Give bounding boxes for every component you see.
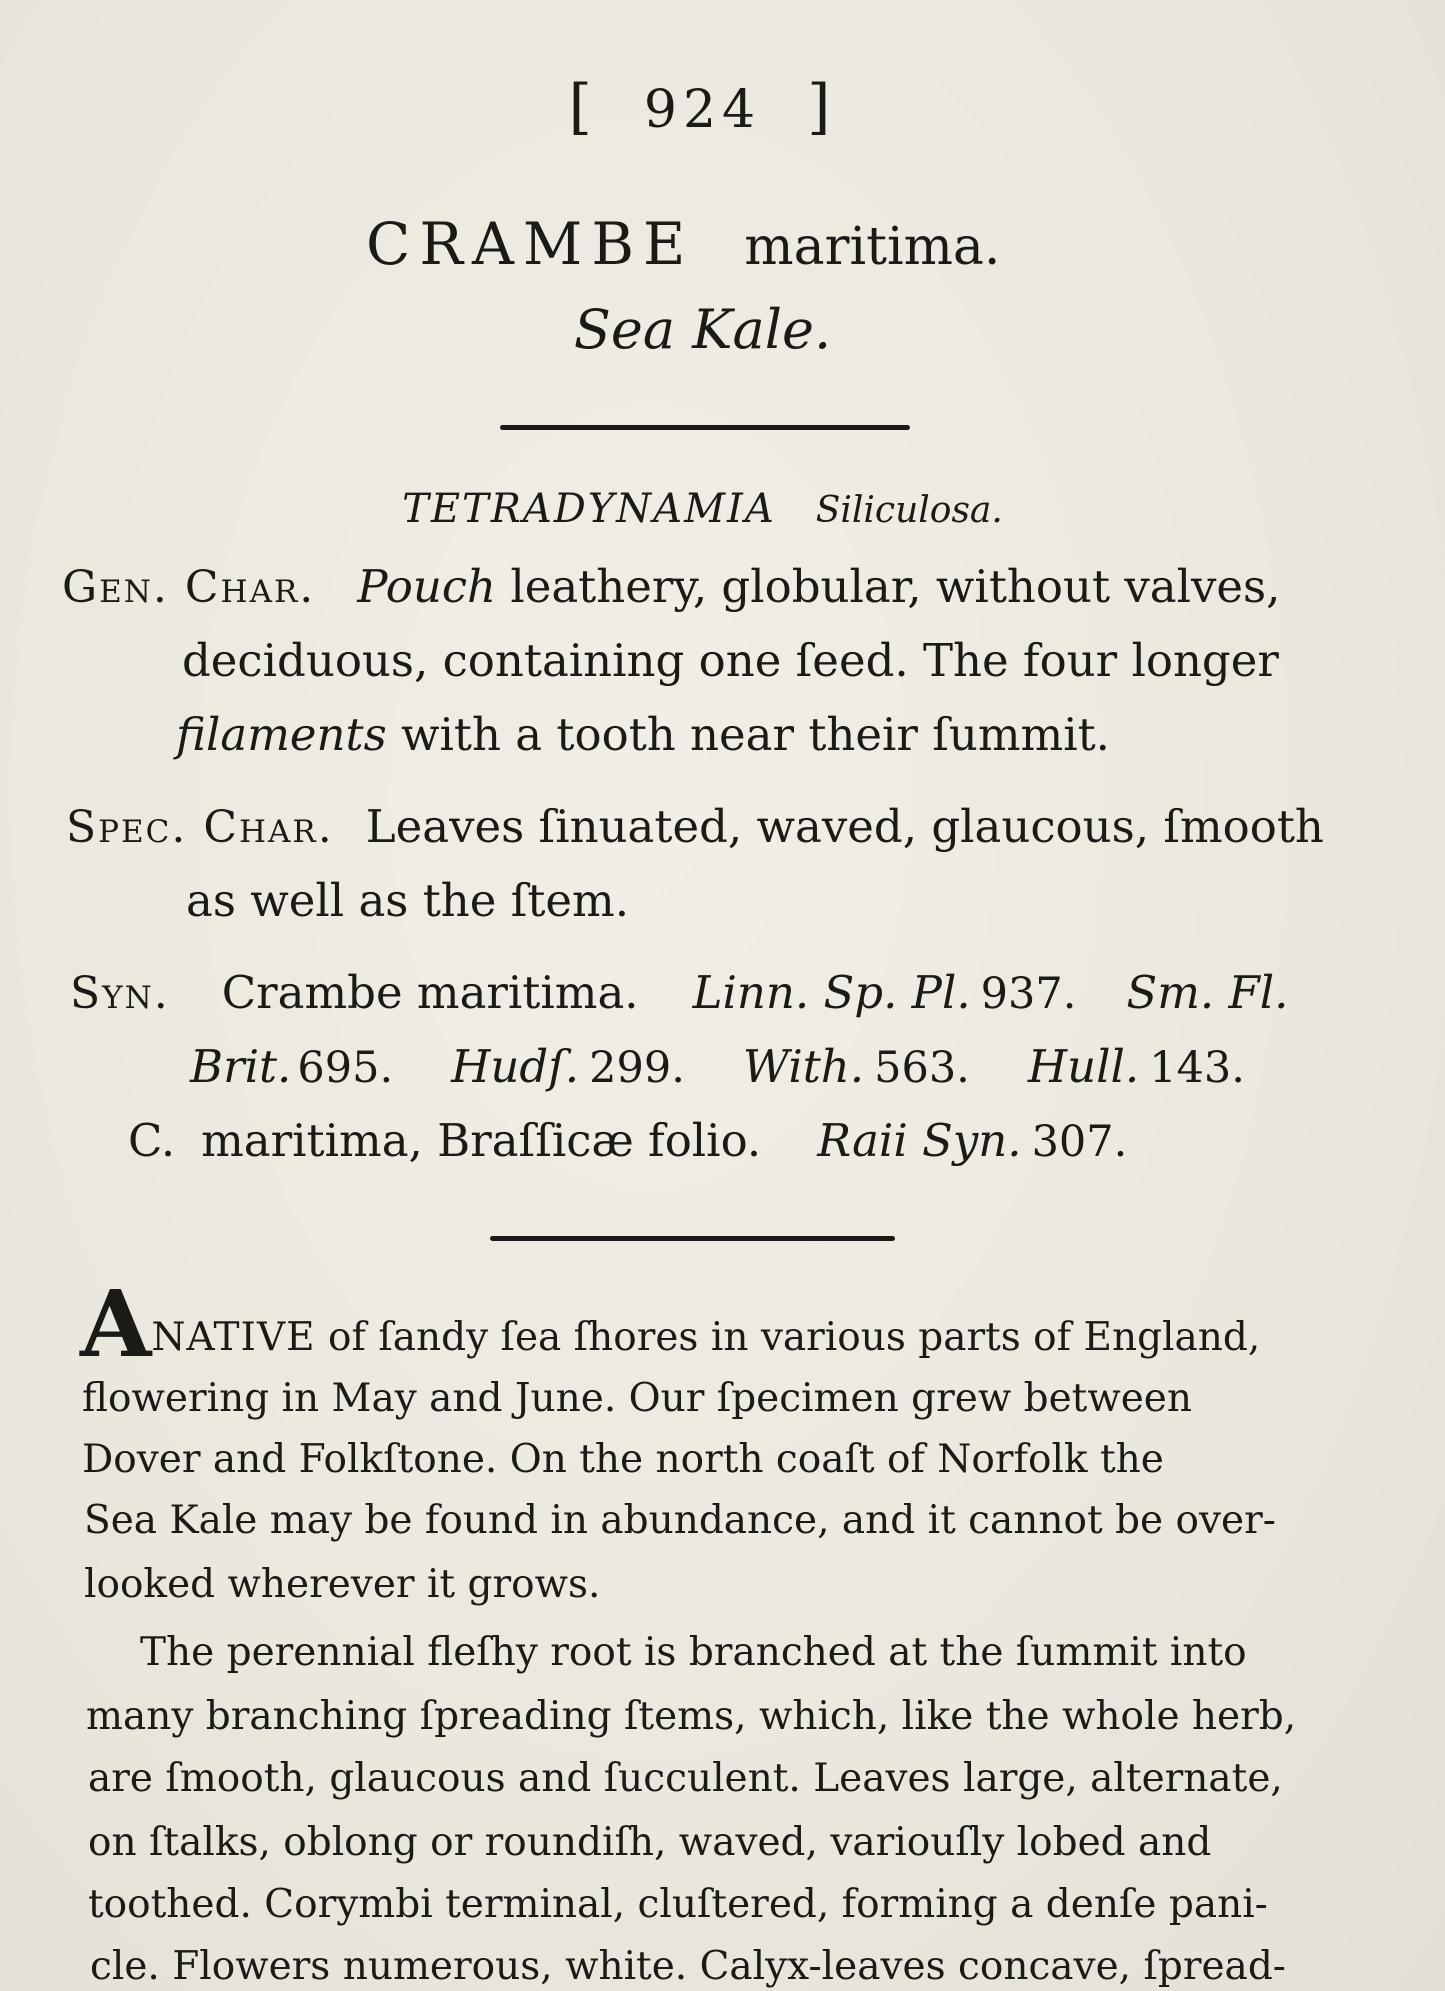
syn-ref-huds: Hudſ. <box>451 1040 580 1093</box>
gen-char-italic: Pouch <box>357 560 497 613</box>
syn-ref-hull-num: 143. <box>1149 1043 1245 1093</box>
spec-char-label: Spec. Char. <box>66 802 334 853</box>
syn-line-3 <box>128 1114 1127 1167</box>
body-p1-line-2: flowering in May and June. Our ſpecimen grew between <box>82 1376 1192 1421</box>
gen-char-line-1 <box>62 560 1280 613</box>
divider-rule-top <box>500 425 910 430</box>
gen-char-line-2: deciduous, containing one ſeed. The four longer <box>182 634 1279 687</box>
spec-char-line-2: as well as the ſtem. <box>186 874 630 927</box>
syn-line-2 <box>190 1040 1245 1093</box>
spec-char-text-1: Leaves ſinuated, waved, glaucous, ſmooth <box>365 800 1324 853</box>
genus-name: CRAMBE <box>366 210 695 278</box>
body-p2-line-4: on ſtalks, oblong or roundiſh, waved, variouſly lobed and <box>88 1820 1212 1865</box>
gen-char-label: Gen. Char. <box>62 562 316 613</box>
syn-ref-huds-num: 299. <box>589 1043 685 1093</box>
species-title <box>366 210 1000 278</box>
page-number-value: 924 <box>643 80 762 140</box>
syn-line-1 <box>70 966 1288 1019</box>
class-name: TETRADYNAMIA <box>402 486 776 532</box>
syn-ref-raii: Raii Syn. <box>817 1114 1022 1167</box>
body-p2-line-2: many branching ſpreading ſtems, which, like the whole herb, <box>86 1694 1297 1739</box>
syn-ref-raii-num: 307. <box>1031 1117 1128 1167</box>
body-p1-line-5: looked wherever it grows. <box>84 1562 601 1607</box>
body-p2-line-6: cle. Flowers numerous, white. Calyx-leaves concave, ſpread- <box>90 1944 1286 1989</box>
drop-cap: A <box>80 1270 152 1378</box>
syn-ref-brit: Brit. <box>190 1040 292 1093</box>
gen-char-text-1: leathery, globular, without valves, <box>496 560 1281 613</box>
syn-ref-hull: Hull. <box>1027 1040 1140 1093</box>
body-p2-line-3: are ſmooth, glaucous and ſucculent. Leaves large, alternate, <box>88 1756 1283 1801</box>
syn-ref-with-num: 563. <box>874 1043 970 1093</box>
gen-char-italic-filaments: filaments <box>176 708 387 761</box>
bracket-close: ] <box>807 72 837 142</box>
common-name: Sea Kale. <box>573 298 832 361</box>
syn-ref-linn: Linn. Sp. Pl. <box>692 966 971 1019</box>
page-number <box>0 72 1405 142</box>
body-p2-line-1: The perennial fleſhy root is branched at the ſummit into <box>140 1630 1247 1675</box>
gen-char-line-3 <box>176 708 1110 761</box>
syn-ref-brit-num: 695. <box>297 1043 394 1093</box>
syn-line-3-text: maritima, Braſſicæ folio. <box>201 1114 762 1167</box>
syn-line-3-prefix: C. <box>128 1114 176 1167</box>
syn-label: Syn. <box>70 968 170 1019</box>
bracket-open: [ <box>568 72 598 142</box>
divider-rule-bottom <box>490 1236 895 1241</box>
order-name: Siliculosa. <box>815 490 1003 531</box>
body-p1-text-1: of ſandy ſea ſhores in various parts of England, <box>315 1315 1261 1360</box>
syn-ref-linn-num: 937. <box>980 969 1077 1019</box>
species-name: maritima. <box>744 217 1001 277</box>
body-p2-line-5: toothed. Corymbi terminal, cluſtered, forming a denſe pani- <box>88 1882 1268 1927</box>
spec-char-line-1 <box>66 800 1324 853</box>
body-p1-line-3: Dover and Folkſtone. On the north coaſt of Norfolk the <box>82 1437 1164 1482</box>
linnaean-class <box>0 486 1405 532</box>
syn-name: Crambe maritima. <box>221 966 639 1019</box>
syn-ref-smith: Sm. Fl. <box>1126 966 1289 1019</box>
body-p1-line-1 <box>80 1270 1261 1378</box>
body-p1-line-4: Sea Kale may be found in abundance, and it cannot be over- <box>84 1498 1276 1543</box>
body-p1-caps: NATIVE <box>151 1315 316 1360</box>
syn-ref-with: With. <box>742 1040 865 1093</box>
gen-char-text-3: with a tooth near their ſummit. <box>386 708 1110 761</box>
